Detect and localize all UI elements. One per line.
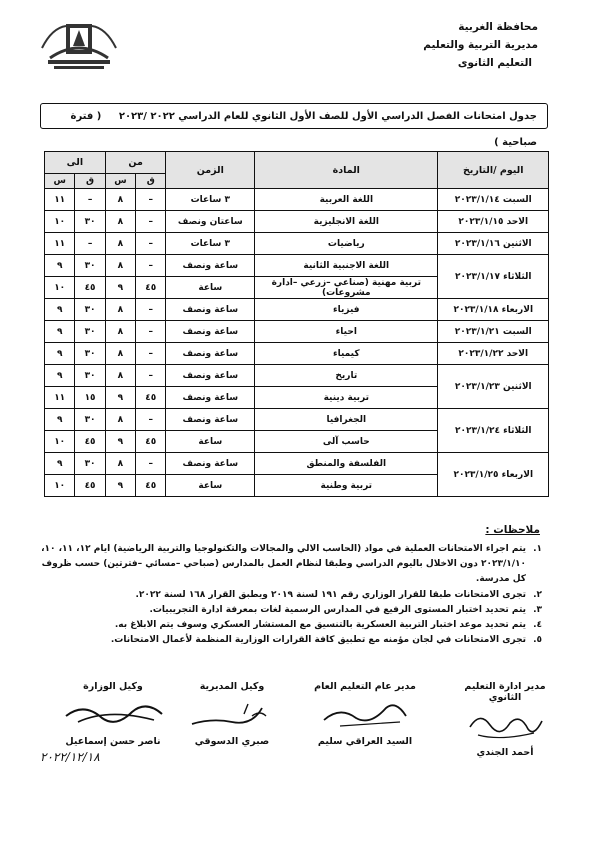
from-hour-cell: ٨ bbox=[105, 211, 135, 233]
note-text: يتم تحديد موعد اختبار التربية العسكرية بالتنسيق مع المستشار العسكري وسوف يتم الابلاغ به. bbox=[114, 620, 526, 631]
date-cell: الاثنين ٢٠٢٣/١/٢٣ bbox=[438, 365, 549, 409]
department-line: التعليم الثانوى bbox=[457, 57, 532, 69]
from-minute-cell: – bbox=[136, 211, 166, 233]
from-hour-cell: ٨ bbox=[105, 299, 135, 321]
table-row bbox=[45, 255, 549, 277]
from-minute-cell: – bbox=[136, 453, 166, 475]
duration-cell: ٣ ساعات bbox=[166, 233, 255, 255]
signature-name: ناصر حسن إسماعيل bbox=[65, 736, 161, 747]
subject-cell: تربية وطنية bbox=[255, 475, 438, 497]
subject-cell: اللغة الاجنبية الثانية bbox=[255, 255, 438, 277]
to-minute-cell: ٣٠ bbox=[75, 453, 105, 475]
signature-role: وكيل المديرية bbox=[199, 681, 265, 692]
subject-cell: فيزياء bbox=[255, 299, 438, 321]
table-row bbox=[45, 321, 549, 343]
col-header-to-hour: س bbox=[45, 174, 75, 189]
from-hour-cell: ٩ bbox=[105, 475, 135, 497]
table-row bbox=[45, 233, 549, 255]
table-row bbox=[45, 453, 549, 475]
note-item bbox=[32, 542, 542, 588]
handwritten-signature-icon bbox=[450, 707, 560, 743]
from-hour-cell: ٩ bbox=[105, 431, 135, 453]
table-row bbox=[45, 365, 549, 387]
from-minute-cell: – bbox=[136, 321, 166, 343]
duration-cell: ساعة bbox=[166, 431, 255, 453]
from-minute-cell: ٤٥ bbox=[136, 277, 166, 299]
to-hour-cell: ٩ bbox=[45, 255, 75, 277]
from-minute-cell: – bbox=[136, 255, 166, 277]
to-hour-cell: ١٠ bbox=[45, 475, 75, 497]
from-hour-cell: ٩ bbox=[105, 387, 135, 409]
duration-cell: ساعتان ونصف bbox=[166, 211, 255, 233]
to-hour-cell: ١١ bbox=[45, 233, 75, 255]
duration-cell: ساعة ونصف bbox=[166, 343, 255, 365]
exam-schedule-table bbox=[44, 151, 549, 497]
duration-cell: ساعة ونصف bbox=[166, 299, 255, 321]
signature-name: أحمد الجندي bbox=[476, 747, 534, 758]
schedule-body bbox=[45, 189, 549, 497]
date-cell: الاربعاء ٢٠٢٣/١/١٨ bbox=[438, 299, 549, 321]
notes-title: ملاحظات : bbox=[485, 524, 540, 536]
to-minute-cell: ٣٠ bbox=[75, 255, 105, 277]
col-header-subject: المادة bbox=[255, 152, 438, 189]
note-item bbox=[32, 633, 542, 648]
signature-block-general-director bbox=[310, 681, 420, 747]
to-hour-cell: ٩ bbox=[45, 299, 75, 321]
signature-block-deputy-ministry bbox=[58, 681, 168, 747]
date-cell: الاثنين ٢٠٢٣/١/١٦ bbox=[438, 233, 549, 255]
subject-cell: حاسب آلى bbox=[255, 431, 438, 453]
col-header-to-minute: ق bbox=[75, 174, 105, 189]
subject-cell: اللغة العربية bbox=[255, 189, 438, 211]
note-text: يتم تحديد اختبار المستوى الرفيع في المدارس الرسمية لغات بمعرفة ادارة التجريبيات. bbox=[149, 604, 526, 615]
table-row bbox=[45, 189, 549, 211]
from-minute-cell: – bbox=[136, 343, 166, 365]
to-hour-cell: ١٠ bbox=[45, 211, 75, 233]
to-minute-cell: – bbox=[75, 233, 105, 255]
subject-cell: كيمياء bbox=[255, 343, 438, 365]
col-header-from-hour: س bbox=[105, 174, 135, 189]
to-minute-cell: ٤٥ bbox=[75, 277, 105, 299]
from-minute-cell: ٤٥ bbox=[136, 475, 166, 497]
from-minute-cell: – bbox=[136, 299, 166, 321]
handwritten-signature-icon bbox=[58, 696, 168, 732]
from-hour-cell: ٨ bbox=[105, 343, 135, 365]
shift-label: ( فترة صباحية ) bbox=[70, 111, 537, 148]
subject-cell: تاريخ bbox=[255, 365, 438, 387]
from-hour-cell: ٨ bbox=[105, 255, 135, 277]
table-row bbox=[45, 343, 549, 365]
signature-role: مدير عام التعليم العام bbox=[314, 681, 416, 692]
signature-name: صبري الدسوقي bbox=[194, 736, 270, 747]
to-hour-cell: ٩ bbox=[45, 409, 75, 431]
signature-block-deputy-directorate bbox=[182, 681, 282, 747]
note-number: ٢. bbox=[533, 589, 542, 600]
to-minute-cell: ١٥ bbox=[75, 387, 105, 409]
note-text: يتم اجراء الامتحانات العملية في مواد (الحاسب الالي والمجالات والتكنولوجيا والتربية الرياضية) ايام ١٢، ١١، ١٠، ٢٠٢٣/١/١٠ دون الاخلال باليوم الدراسي وطبقا لنظام العمل بالمدارس (صباحي –مسائي –فترتين) حسب ظروف كل مدرسة. bbox=[41, 544, 526, 585]
date-cell: الاحد ٢٠٢٣/١/١٥ bbox=[438, 211, 549, 233]
table-row bbox=[45, 211, 549, 233]
duration-cell: ساعة ونصف bbox=[166, 453, 255, 475]
col-header-from: من bbox=[105, 152, 166, 174]
to-hour-cell: ٩ bbox=[45, 321, 75, 343]
duration-cell: ساعة bbox=[166, 475, 255, 497]
to-minute-cell: ٣٠ bbox=[75, 321, 105, 343]
note-text: تجرى الامتحانات في لجان مؤمنه مع تطبيق كافة القرارات الوزارية المنظمة لأعمال الامتحانات. bbox=[110, 635, 526, 646]
from-minute-cell: – bbox=[136, 365, 166, 387]
schedule-title: جدول امتحانات الفصل الدراسي الأول للصف الأول الثانوي للعام الدراسي ٢٠٢٢ /٢٠٢٣ bbox=[118, 111, 537, 122]
to-minute-cell: ٤٥ bbox=[75, 431, 105, 453]
ministry-logo-icon bbox=[40, 18, 118, 78]
from-hour-cell: ٨ bbox=[105, 365, 135, 387]
to-hour-cell: ٩ bbox=[45, 365, 75, 387]
note-item bbox=[32, 618, 542, 633]
subject-cell: تربية دينية bbox=[255, 387, 438, 409]
duration-cell: ساعة ونصف bbox=[166, 387, 255, 409]
date-cell: السبت ٢٠٢٣/١/٢١ bbox=[438, 321, 549, 343]
col-header-to: الى bbox=[45, 152, 106, 174]
note-number: ٣. bbox=[533, 604, 542, 615]
from-minute-cell: – bbox=[136, 189, 166, 211]
duration-cell: ساعة ونصف bbox=[166, 365, 255, 387]
notes-list bbox=[32, 542, 542, 648]
from-minute-cell: – bbox=[136, 409, 166, 431]
note-number: ٥. bbox=[533, 635, 542, 646]
to-minute-cell: ٣٠ bbox=[75, 299, 105, 321]
from-hour-cell: ٨ bbox=[105, 409, 135, 431]
handwritten-date: ٢٠٢٢/١٢/١٨ bbox=[40, 750, 100, 764]
date-cell: الاربعاء ٢٠٢٣/١/٢٥ bbox=[438, 453, 549, 497]
col-header-from-minute: ق bbox=[136, 174, 166, 189]
governorate-line: محافظة الغربية bbox=[458, 21, 538, 33]
to-hour-cell: ١٠ bbox=[45, 431, 75, 453]
note-item bbox=[32, 603, 542, 618]
to-hour-cell: ١٠ bbox=[45, 277, 75, 299]
to-minute-cell: ٣٠ bbox=[75, 365, 105, 387]
from-minute-cell: ٤٥ bbox=[136, 387, 166, 409]
note-number: ١. bbox=[533, 544, 542, 554]
from-hour-cell: ٨ bbox=[105, 233, 135, 255]
duration-cell: ٣ ساعات bbox=[166, 189, 255, 211]
from-hour-cell: ٨ bbox=[105, 453, 135, 475]
subject-cell: الفلسفة والمنطق bbox=[255, 453, 438, 475]
duration-cell: ساعة ونصف bbox=[166, 255, 255, 277]
date-cell: الاحد ٢٠٢٣/١/٢٢ bbox=[438, 343, 549, 365]
date-cell: الثلاثاء ٢٠٢٣/١/١٧ bbox=[438, 255, 549, 299]
duration-cell: ساعة ونصف bbox=[166, 321, 255, 343]
note-item bbox=[32, 588, 542, 603]
col-header-duration: الزمن bbox=[166, 152, 255, 189]
subject-cell: اللغة الانجليزية bbox=[255, 211, 438, 233]
table-row bbox=[45, 409, 549, 431]
duration-cell: ساعة bbox=[166, 277, 255, 299]
subject-cell: احياء bbox=[255, 321, 438, 343]
to-hour-cell: ١١ bbox=[45, 387, 75, 409]
signature-role: وكيل الوزارة bbox=[83, 681, 143, 692]
to-hour-cell: ١١ bbox=[45, 189, 75, 211]
date-cell: الثلاثاء ٢٠٢٣/١/٢٤ bbox=[438, 409, 549, 453]
from-hour-cell: ٨ bbox=[105, 189, 135, 211]
from-hour-cell: ٨ bbox=[105, 321, 135, 343]
from-minute-cell: ٤٥ bbox=[136, 431, 166, 453]
to-minute-cell: ٣٠ bbox=[75, 343, 105, 365]
table-row bbox=[45, 299, 549, 321]
handwritten-signature-icon bbox=[310, 696, 420, 732]
duration-cell: ساعة ونصف bbox=[166, 409, 255, 431]
signature-name: السيد العراقي سليم bbox=[317, 736, 413, 747]
to-minute-cell: – bbox=[75, 189, 105, 211]
note-number: ٤. bbox=[533, 620, 542, 631]
subject-cell: تربية مهنية (صناعي –زرعي –ادارة مشروعات) bbox=[255, 277, 438, 299]
directorate-line: مديرية التربية والتعليم bbox=[423, 39, 538, 51]
note-text: تجرى الامتحانات طبقا للقرار الوزاري رقم ١٩١ لسنة ٢٠١٩ ويطبق القرار ١٦٨ لسنة ٢٠٢٢. bbox=[135, 589, 526, 600]
to-minute-cell: ٣٠ bbox=[75, 211, 105, 233]
from-minute-cell: – bbox=[136, 233, 166, 255]
from-hour-cell: ٩ bbox=[105, 277, 135, 299]
letterhead bbox=[423, 18, 538, 72]
to-minute-cell: ٤٥ bbox=[75, 475, 105, 497]
to-hour-cell: ٩ bbox=[45, 343, 75, 365]
col-header-date: اليوم /التاريخ bbox=[438, 152, 549, 189]
subject-cell: رياضيات bbox=[255, 233, 438, 255]
date-cell: السبت ٢٠٢٣/١/١٤ bbox=[438, 189, 549, 211]
to-hour-cell: ٩ bbox=[45, 453, 75, 475]
signature-role: مدير ادارة التعليم الثانوي bbox=[464, 681, 546, 703]
handwritten-signature-icon bbox=[182, 696, 282, 732]
subject-cell: الجغرافيا bbox=[255, 409, 438, 431]
to-minute-cell: ٣٠ bbox=[75, 409, 105, 431]
schedule-title-box bbox=[40, 103, 548, 148]
signature-block-secondary-director bbox=[450, 681, 560, 758]
